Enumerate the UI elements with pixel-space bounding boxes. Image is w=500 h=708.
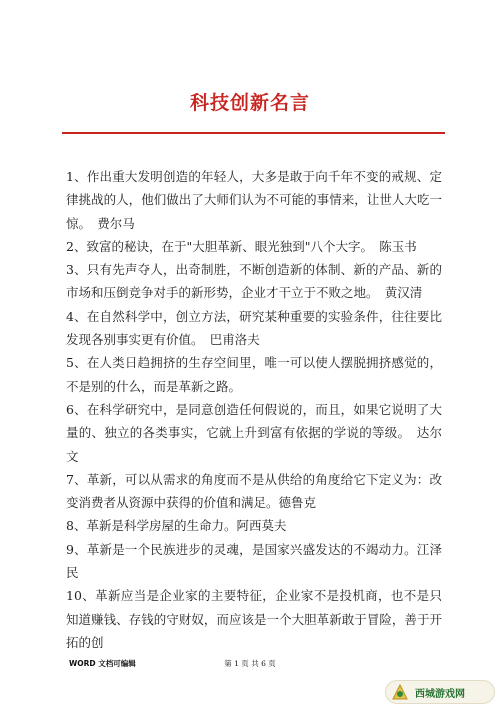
page-number: 第 1 页 共 6 页 [224, 659, 276, 668]
quote-item: 5、在人类日趋拥挤的生存空间里，唯一可以使人摆脱拥挤感觉的，不是别的什么，而是革新之路。 [66, 355, 442, 394]
footer-editable-note: WORD 文档可编辑 [69, 659, 136, 668]
quote-item: 3、只有先声夺人，出奇制胜，不断创造新的体制、新的产品、新的市场和压倒竞争对手的新形势，企业才干立于不败之地。 黄汉清 [66, 262, 442, 301]
game-site-logo-icon [390, 683, 410, 701]
watermark-text: 西城游戏网 [415, 688, 465, 700]
quote-item: 8、革新是科学房屋的生命力。阿西莫夫 [66, 518, 287, 534]
quote-item: 9、革新是一个民族进步的灵魂，是国家兴盛发达的不竭动力。江泽民 [66, 541, 442, 581]
quote-list [66, 165, 442, 654]
title-divider [62, 132, 445, 134]
quote-item: 7、革新，可以从需求的角度而不是从供给的角度给它下定义为：改变消费者从资源中获得的价值和满足。德鲁克 [66, 471, 442, 511]
quote-item: 6、在科学研究中，是同意创造任何假说的，而且，如果它说明了大量的、独立的各类事实，它就上升到富有依据的学说的等级。 达尔文 [66, 401, 442, 464]
quote-item: 10、革新应当是企业家的主要特征，企业家不是投机商，也不是只知道赚钱、存钱的守财奴，而应该是一个大胆革新敢于冒险，善于开拓的创 [66, 588, 442, 650]
document-title: 科技创新名言 [189, 92, 310, 114]
quote-item: 4、在自然科学中，创立方法，研究某种重要的实验条件，往往要比发现各别事实更有价值。 巴甫洛夫 [66, 308, 442, 348]
quote-item: 2、致富的秘诀，在于"大胆革新、眼光独到"八个大字。 陈玉书 [66, 238, 417, 254]
site-watermark[interactable] [385, 680, 495, 704]
quote-item: 1、作出重大发明创造的年轻人，大多是敢于向千年不变的戒规、定律挑战的人，他们做出了大师们认为不可能的事情来，让世人大吃一惊。 费尔马 [66, 169, 442, 231]
